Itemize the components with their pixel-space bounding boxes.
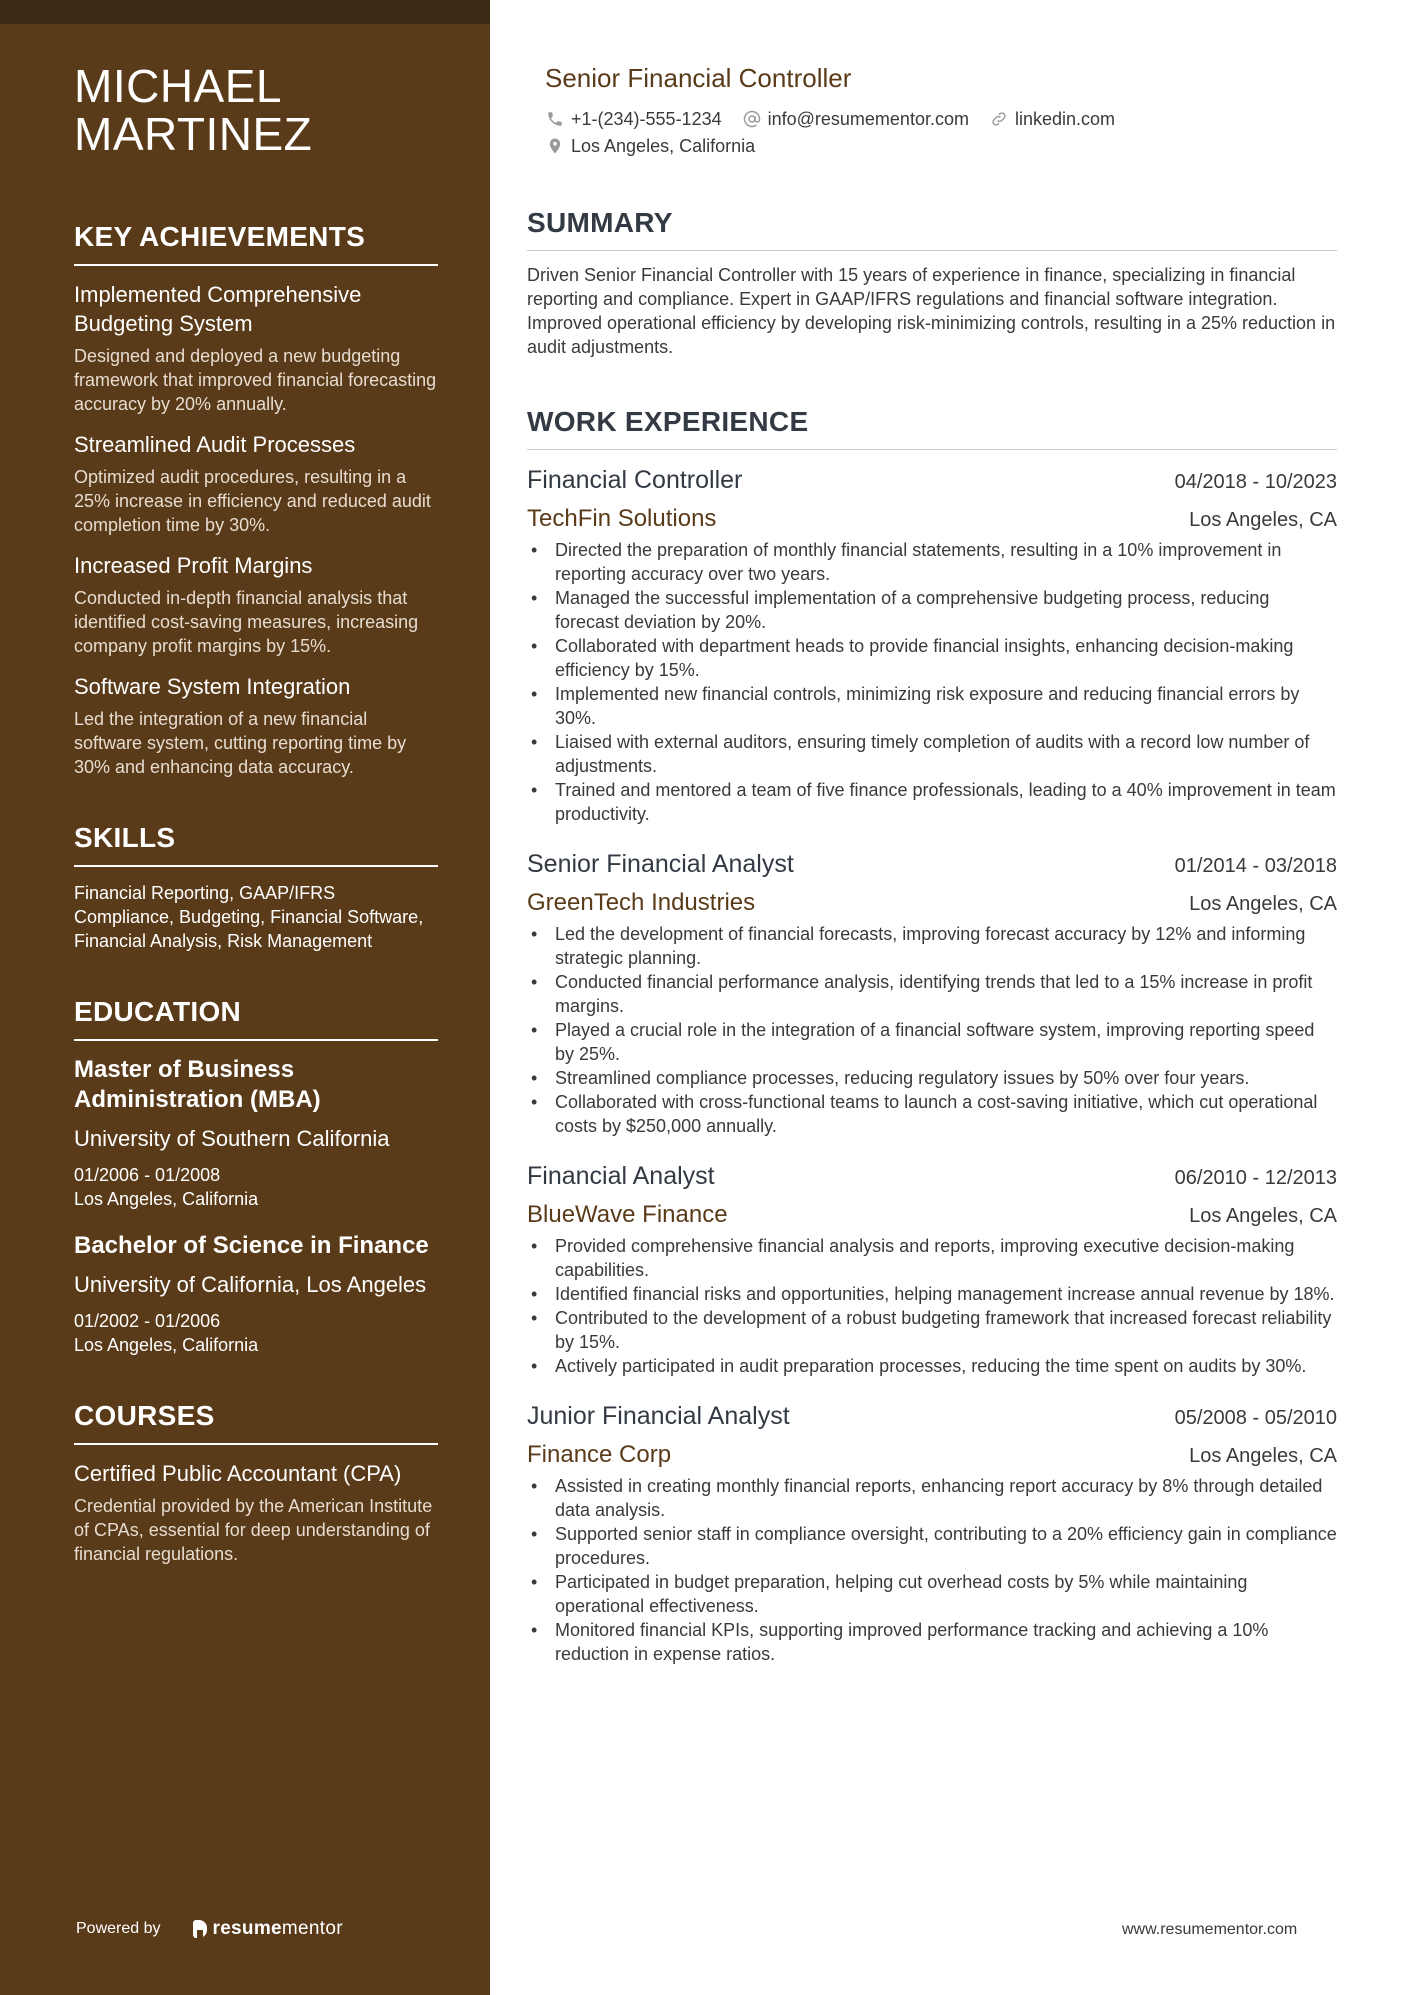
summary-section <box>527 206 1337 359</box>
main-content <box>527 62 1337 1666</box>
job-company: TechFin Solutions <box>527 505 717 532</box>
candidate-name <box>74 62 438 158</box>
sidebar-content <box>74 62 438 1608</box>
job-bullet: • Managed the successful implementation of a comprehensive budgeting process, reducing forecast deviation by 20%. <box>527 586 1337 634</box>
job-company: BlueWave Finance <box>527 1201 728 1228</box>
job-bullet: • Led the development of financial forecasts, improving forecast accuracy by 12% and informing strategic planning. <box>527 922 1337 970</box>
job-header <box>527 1160 1337 1192</box>
job-bullets <box>527 922 1337 1138</box>
job-bullet: • Played a crucial role in the integration of a financial software system, improving reporting speed by 25%. <box>527 1018 1337 1066</box>
website-link[interactable]: www.resumementor.com <box>1122 1921 1298 1938</box>
achievement-item <box>74 280 438 416</box>
jobs-list <box>527 464 1337 1666</box>
phone-icon <box>545 109 565 129</box>
education-school: University of California, Los Angeles <box>74 1272 427 1297</box>
brand-mark-icon <box>193 1920 207 1938</box>
powered-by <box>76 1918 343 1940</box>
skills-text: Financial Reporting, GAAP/IFRS Compliance, Budgeting, Financial Software, Financial Analysis, Risk Management <box>74 883 424 951</box>
achievement-description: Designed and deployed a new budgeting framework that improved financial forecasting accuracy by 20% annually. <box>74 346 437 414</box>
education-location: Los Angeles, California <box>74 1189 259 1209</box>
job-header <box>527 848 1337 880</box>
job-role: Financial Controller <box>527 466 743 494</box>
job-bullet: • Monitored financial KPIs, supporting improved performance tracking and achieving a 10% reduction in expense ratios. <box>527 1618 1337 1666</box>
education-item <box>74 1055 438 1211</box>
job-subheader <box>527 1440 1337 1470</box>
contact-location <box>545 133 755 159</box>
course-item <box>74 1459 438 1566</box>
job-location: Los Angeles, CA <box>1189 1445 1337 1467</box>
job-bullets <box>527 538 1337 826</box>
education-item <box>74 1231 438 1357</box>
sidebar-top-band <box>0 0 490 24</box>
job-bullet: • Trained and mentored a team of five finance professionals, leading to a 40% improvement in team productivity. <box>527 778 1337 826</box>
first-name: MICHAEL <box>74 60 282 112</box>
summary-heading: SUMMARY <box>527 206 1337 251</box>
job-bullet: • Participated in budget preparation, helping cut overhead costs by 5% while maintaining operational effectiveness. <box>527 1570 1337 1618</box>
achievement-description: Conducted in-depth financial analysis that identified cost-saving measures, increasing company profit margins by 15%. <box>74 588 419 656</box>
job-company: GreenTech Industries <box>527 889 756 916</box>
achievement-description: Optimized audit procedures, resulting in a 25% increase in efficiency and reduced audit completion time by 30%. <box>74 467 431 535</box>
contact-linkedin[interactable] <box>989 106 1115 132</box>
brand-light: mentor <box>281 1918 343 1939</box>
skills-section <box>74 821 438 953</box>
job-company: Finance Corp <box>527 1441 672 1468</box>
education-location: Los Angeles, California <box>74 1335 259 1355</box>
location-pin-icon <box>545 136 565 156</box>
job-location: Los Angeles, CA <box>1189 893 1337 915</box>
job-entry <box>527 848 1337 1138</box>
job-bullet: • Liaised with external auditors, ensuring timely completion of audits with a record low number of adjustments. <box>527 730 1337 778</box>
link-icon <box>989 109 1009 129</box>
summary-text: Driven Senior Financial Controller with 15 years of experience in finance, specializing in financial reporting and compliance. Expert in GAAP/IFRS regulations and financial software integration. Improved operational efficiency by developing risk-minimizing controls, resulting in a 25% reduction in audit adjustments. <box>527 265 1336 357</box>
contact-info <box>545 106 1337 160</box>
contact-email[interactable] <box>742 106 969 132</box>
brand-logo[interactable] <box>193 1918 343 1940</box>
achievement-item <box>74 551 438 658</box>
courses-list <box>74 1459 438 1566</box>
phone-text: +1-(234)-555-1234 <box>571 109 722 129</box>
achievements-section <box>74 220 438 779</box>
job-bullet: • Collaborated with department heads to provide financial insights, enhancing decision-making efficiency by 15%. <box>527 634 1337 682</box>
courses-heading: COURSES <box>74 1399 438 1445</box>
achievements-heading: KEY ACHIEVEMENTS <box>74 220 438 266</box>
location-text: Los Angeles, California <box>571 136 756 156</box>
headline-title: Senior Financial Controller <box>545 63 852 93</box>
achievement-title: Streamlined Audit Processes <box>74 432 356 457</box>
achievement-item <box>74 430 438 537</box>
job-bullet: • Assisted in creating monthly financial reports, enhancing report accuracy by 8% through detailed data analysis. <box>527 1474 1337 1522</box>
job-bullet: • Supported senior staff in compliance oversight, contributing to a 20% efficiency gain in compliance procedures. <box>527 1522 1337 1570</box>
job-entry <box>527 1160 1337 1378</box>
education-heading: EDUCATION <box>74 995 438 1041</box>
brand-bold: resume <box>212 1918 282 1939</box>
job-bullet: • Collaborated with cross-functional teams to launch a cost-saving initiative, which cut operational costs by $250,000 annually. <box>527 1090 1337 1138</box>
education-degree: Master of Business Administration (MBA) <box>74 1056 321 1113</box>
achievements-list <box>74 280 438 779</box>
job-dates: 04/2018 - 10/2023 <box>1174 471 1337 493</box>
last-name: MARTINEZ <box>74 108 313 160</box>
skills-heading: SKILLS <box>74 821 438 867</box>
job-dates: 05/2008 - 05/2010 <box>1174 1407 1337 1429</box>
sidebar <box>0 0 490 1995</box>
courses-section <box>74 1399 438 1566</box>
job-location: Los Angeles, CA <box>1189 509 1337 531</box>
job-subheader <box>527 888 1337 918</box>
job-header <box>527 464 1337 496</box>
job-bullet: • Identified financial risks and opportunities, helping management increase annual revenue by 18%. <box>527 1282 1337 1306</box>
powered-by-label: Powered by <box>76 1920 161 1937</box>
achievement-title: Increased Profit Margins <box>74 553 313 578</box>
job-role: Senior Financial Analyst <box>527 850 794 878</box>
job-dates: 06/2010 - 12/2013 <box>1174 1167 1337 1189</box>
achievement-title: Implemented Comprehensive Budgeting System <box>74 282 362 336</box>
job-dates: 01/2014 - 03/2018 <box>1174 855 1337 877</box>
experience-heading: WORK EXPERIENCE <box>527 405 1337 450</box>
job-entry <box>527 464 1337 826</box>
job-bullet: • Streamlined compliance processes, reducing regulatory issues by 50% over four years. <box>527 1066 1337 1090</box>
education-dates: 01/2006 - 01/2008 <box>74 1165 221 1185</box>
education-dates: 01/2002 - 01/2006 <box>74 1311 221 1331</box>
at-sign-icon <box>742 109 762 129</box>
job-location: Los Angeles, CA <box>1189 1205 1337 1227</box>
job-entry <box>527 1400 1337 1666</box>
job-bullet: • Directed the preparation of monthly financial statements, resulting in a 10% improvement in reporting accuracy over two years. <box>527 538 1337 586</box>
education-list <box>74 1055 438 1357</box>
course-title: Certified Public Accountant (CPA) <box>74 1461 402 1486</box>
job-header <box>527 1400 1337 1432</box>
achievement-item <box>74 672 438 779</box>
education-section <box>74 995 438 1357</box>
achievement-description: Led the integration of a new financial software system, cutting reporting time by 30% and enhancing data accuracy. <box>74 709 407 777</box>
job-role: Financial Analyst <box>527 1162 715 1190</box>
course-description: Credential provided by the American Institute of CPAs, essential for deep understanding of financial regulations. <box>74 1496 433 1564</box>
education-degree: Bachelor of Science in Finance <box>74 1232 429 1259</box>
experience-section <box>527 405 1337 1666</box>
job-subheader <box>527 504 1337 534</box>
job-subheader <box>527 1200 1337 1230</box>
job-role: Junior Financial Analyst <box>527 1402 790 1430</box>
job-bullets <box>527 1234 1337 1378</box>
linkedin-text: linkedin.com <box>1014 109 1116 129</box>
email-text: info@resumementor.com <box>767 109 969 129</box>
contact-phone[interactable] <box>545 106 722 132</box>
job-bullet: • Actively participated in audit preparation processes, reducing the time spent on audits by 30%. <box>527 1354 1337 1378</box>
job-bullets <box>527 1474 1337 1666</box>
education-school: University of Southern California <box>74 1126 390 1151</box>
job-bullet: • Conducted financial performance analysis, identifying trends that led to a 15% increase in profit margins. <box>527 970 1337 1018</box>
job-bullet: • Contributed to the development of a robust budgeting framework that increased forecast reliability by 15%. <box>527 1306 1337 1354</box>
job-bullet: • Implemented new financial controls, minimizing risk exposure and reducing financial errors by 30%. <box>527 682 1337 730</box>
achievement-title: Software System Integration <box>74 674 351 699</box>
job-bullet: • Provided comprehensive financial analysis and reports, improving executive decision-making capabilities. <box>527 1234 1337 1282</box>
